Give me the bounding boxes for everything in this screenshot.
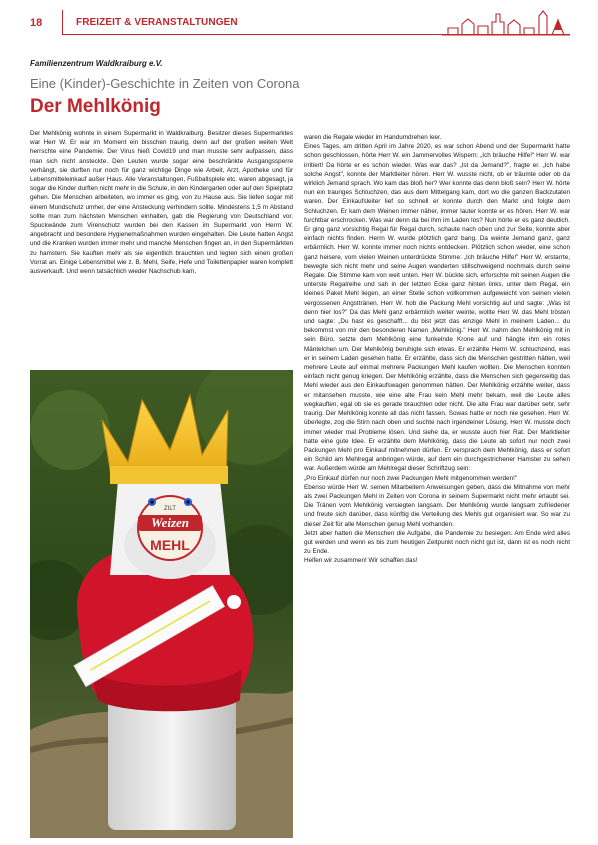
paragraph: Eines Tages, am dritten April im Jahre 2020, es war schon Abend und der Supermarkt hatte schon geschlossen, hörte Herr W. ein Jammervolles Wispern: „Ich bräuche Hilfe!" Herr W. war irritiert! Da hörte er es schon wieder. Was war das? „Ist da Jemand?", fragte er. „Ich habe solche Angst", konnte der Marktleiter hören. Herr W. wusste nicht, ob er träumte oder ob da wirklich Jemand sprach. Wo kam das bloß her? Wer konnte das denn bloß sein? Herr W. hörte nun ein trauriges Schluchzen, das aus dem Mittelgang kam, dort wo die ganzen Backzutaten waren. Der Einkaufsleiter lief so schnell er konnte durch den Markt und folgte dem Schluchzen. Er kam dem Weinen immer näher, immer lauter konnte er es hören. Herr W. war furchtbar erschrocken. Was war denn da bei ihm im Laden los? Nun hörte er es ganz deutlich. Er ging ganz vorsichtig Regal für Regal durch, schaute nach oben und zur Seite, konnte aber einfach nichts finden. Herrn W. wurde plötzlich ganz bang. Da weinte Jemand ganz, ganz erbärmlich. Herr W. konnte immer noch nichts entdecken. Plötzlich schon wieder, eine schon ganz heisere, vom vielen Weinen unterdrückte Stimme: „Ich bräuche Hilfe!" Herr W. erstarrte, bewegte sich nicht mehr und seine Augen wanderten stillschweigend nochmals durch seine Regale. Die Stimme kam von weit unten. Herr W. bückte sich, erforschte mit seinen Augen die unterste Regalreihe und sah in der letzten Ecke ganz hinten links, unter dem Regal, ein kleines Paket Mehl liegen, an einer Stelle schon vollkommen aufgeweicht von seinen vielen vergossenen Angsttränen. Herr W. hob die Packung Mehl vorsichtig auf und sagte: „Was ist denn hier los?" Da das Mehl ganz erbärmlich weiter weinte, wollte Herr W. das Mehl trösten und sagte: „Du hast es geschafft... du bist jetzt das einzige Mehl in meinem Laden... du bekommst von mir den besonderen Namen „Mehlkönig." Herr W. nahm den Mehlkönig mit in sein Büro, setzte dem Mehlkönig eine funkelnde Krone auf und hängte ihm ein rotes Mäntelchen um. Der Mehlkönig beruhigte sich etwas. Er erzählte Herrn W. schluchzend, was er in seinem Laden gesehen hatte. Er erzählte, dass sich die Menschen gestritten hätten, weil mehrere Leute auf einmal mehrere Packungen Mehl kaufen wollten. Die Menschen konnten einfach nicht genug kriegen. Der Mehlkönig erzählte, dass die Menschen sich gegenseitig das Mehl wieder aus den Einkaufswagen genommen hätten. Der Mehlkönig erzählte weiter, dass er mitansehen musste, wie eine alte Frau kein Mehl mehr bekam, weil die Leute alles wegkauften, egal ob sie es gerade brauchten oder nicht. Die alte Frau war darüber sehr, sehr traurig. Der Mehlkönig konnte all das nicht fassen. Sowas hatte er noch nie gesehen. Herr W. überlegte, zog die Stirn nach oben und suchte nach irgendeiner Lösung. Herr W. musste doch immer wieder mal Probleme lösen. Und siehe da, er wusste auch hier Rat. Der Marktleiter hatte eine gute Idee. Er erzählte dem Mehlkönig, dass die Leute ab sofort nur noch zwei Packungen Mehl pro Einkauf mitnehmen dürfen. Er versprach dem Mehlkönig, dass er sofort ein Schild am Mehlregal anbringen würde, auf dem ein durchgestrichener Hamster zu sehen war. Außerdem würde am Mehlregal dieser Schriftzug sein: [304,143,570,473]
mehlkoenig-photo [30,370,293,838]
article-subtitle: Eine (Kinder)-Geschichte in Zeiten von Corona [30,76,300,91]
paragraph: „Pro Einkauf dürfen nur noch zwei Packungen Mehl mitgenommen werden!" [304,474,518,482]
article-column-left [30,129,293,276]
article-column-right [304,133,570,566]
organization-name: Familienzentrum Waldkraiburg e.V. [30,59,163,68]
town-skyline-icon [442,10,570,36]
paragraph: Helfen wir zusammen! Wir schaffen das! [304,557,418,565]
article-title: Der Mehlkönig [30,96,161,117]
paragraph: Ebenso würde Herr W. seinen Mitarbeitern Anweisungen geben, dass die Mitnahme von mehr als zwei Packungen Mehl in Zeiten von Corona in seinem Supermarkt nicht mehr erlaubt sei. Die Tränen vom Mehlkönig versiegten langsam. Der Mehlkönig wurde langsam zufriedener und freute sich darüber, dass künftig die Verteilung des Mehls gut organisiert war. So war zu dieser Zeit für alle Menschen genug Mehl vorhanden. [304,483,570,528]
page-number: 18 [30,17,43,29]
page-header [0,0,598,44]
bag-label-weizen: Weizen [150,515,190,530]
header-divider [62,10,63,34]
paragraph: Der Mehlkönig wohnte in einem Supermarkt in Waldkraiburg. Besitzer dieses Supermarktes war Herr W. Er war im Moment ein bisschen traurig, denn auf der großen weiten Welt herrschte eine Pandemie. Der Virus hieß Covid19 und man musste sehr aufpassen, dass man sich nicht ansteckte. Den Leuten wurde sogar eine beschränkte Ausgangssperre verhängt, sie durften nur noch für ganz wichtige Dinge wie Arbeit, Arzt, Apotheke und für Lebensmitteleinkauf außer Haus. Alle Veranstaltungen, Fußballspiele etc. waren abgesagt, ja sogar die Kinder durften nicht mehr in die Schule, in den Kindergarten oder auf den Spielplatz gehen. Die Menschen arbeiteten, wo immer es ging, von zu Hause aus. Sie liefen sogar mit einem Mundschutz umher, der eine Ansteckung verhindern sollte. Mindestens 1,5 m Abstand sollte man zum nächsten Menschen einhalten, gab die Regierung von Deutschland vor. Spuckwände zum Virenschutz wurden bei den Kassen im Supermarkt von Herrn W. angebracht und besondere Hygienemaßnahmen wurden eingehalten. Die Leute hatten Angst und die Kranken wurden immer mehr und manche Menschen fingen an, in den Supermärkten zu hamstern. Sie kauften mehr als sie eigentlich brauchten und legten sich einen großen Vorrat an. Einige Lebensmittel wie z. B. Mehl, Seife, Hefe und Toilettenpapier waren komplett ausverkauft. Und wenn tatsächlich wieder Nachschub kam, [30,130,293,276]
bag-brand-text: ZILT [164,506,176,512]
paragraph: Jetzt aber hatten die Menschen die Aufgabe, die Pandemie zu besiegen. Am Ende wird alles gut werden und wenn es bis zum heutigen Zeitpunkt noch nicht gut ist, dann ist es noch nicht zu Ende. [304,529,570,556]
section-title: FREIZEIT & VERANSTALTUNGEN [76,17,238,28]
bag-label-mehl: MEHL [150,537,190,553]
paragraph: waren die Regale wieder im Handumdrehen leer. [304,134,442,141]
